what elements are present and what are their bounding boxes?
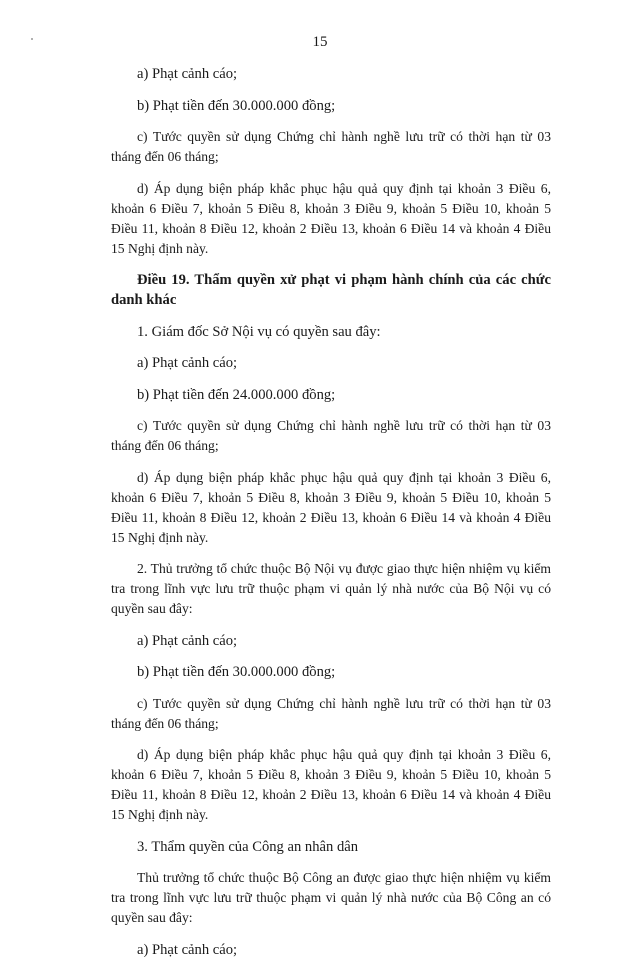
paragraph: d) Áp dụng biện pháp khắc phục hậu quả quy định tại khoản 3 Điều 6, khoản 6 Điều 7, khoản 5 Điều 8, khoản 3 Điều 9, khoản 5 Điều 10, khoản 5 Điều 11, khoản 8 Điều 12, khoản 2 Điều 13, khoản 6 Điều 14 và khoản 4 Điều 15 Nghị định này.: [111, 180, 551, 256]
paragraph: 3. Thẩm quyền của Công an nhân dân: [137, 838, 359, 855]
paragraph: d) Áp dụng biện pháp khắc phục hậu quả quy định tại khoản 3 Điều 6, khoản 6 Điều 7, khoản 5 Điều 8, khoản 3 Điều 9, khoản 5 Điều 10, khoản 5 Điều 11, khoản 8 Điều 12, khoản 2 Điều 13, khoản 6 Điều 14 và khoản 4 Điều 15 Nghị định này.: [111, 747, 551, 822]
paragraph: 2. Thủ trưởng tổ chức thuộc Bộ Nội vụ được giao thực hiện nhiệm vụ kiểm tra trong lĩnh vực lưu trữ thuộc phạm vi quản lý nhà nước của Bộ Nội vụ có quyền sau đây:: [111, 561, 551, 616]
paragraph: d) Áp dụng biện pháp khắc phục hậu quả quy định tại khoản 3 Điều 6, khoản 6 Điều 7, khoản 5 Điều 8, khoản 3 Điều 9, khoản 5 Điều 10, khoản 5 Điều 11, khoản 8 Điều 12, khoản 2 Điều 13, khoản 6 Điều 14 và khoản 4 Điều 15 Nghị định này.: [111, 469, 551, 545]
paragraph: a) Phạt cảnh cáo;: [137, 941, 238, 958]
paragraph: c) Tước quyền sử dụng Chứng chỉ hành nghề lưu trữ có thời hạn từ 03 tháng đến 06 tháng;: [111, 695, 551, 731]
paragraph: b) Phạt tiền đến 30.000.000 đồng;: [137, 664, 336, 680]
document-body: [111, 64, 551, 971]
paragraph: a) Phạt cảnh cáo;: [137, 355, 238, 371]
paragraph: Thủ trưởng tổ chức thuộc Bộ Công an được giao thực hiện nhiệm vụ kiểm tra trong lĩnh vực lưu trữ thuộc phạm vi quản lý nhà nước của Bộ Công an có quyền sau đây:: [111, 870, 551, 925]
article-heading: Điều 19. Thẩm quyền xử phạt vi phạm hành chính của các chức danh khác: [111, 272, 551, 308]
paragraph: b) Phạt tiền đến 30.000.000 đồng;: [137, 97, 336, 114]
paragraph: 1. Giám đốc Sở Nội vụ có quyền sau đây:: [137, 323, 381, 340]
paragraph: a) Phạt cảnh cáo;: [137, 66, 238, 82]
paragraph: c) Tước quyền sử dụng Chứng chỉ hành nghề lưu trữ có thời hạn từ 03 tháng đến 06 tháng;: [111, 418, 551, 453]
page-number: 15: [312, 34, 328, 50]
paragraph: c) Tước quyền sử dụng Chứng chỉ hành nghề lưu trữ có thời hạn từ 03 tháng đến 06 tháng;: [111, 129, 551, 164]
paragraph: b) Phạt tiền đến 24.000.000 đồng;: [137, 386, 336, 403]
paragraph: a) Phạt cảnh cáo;: [137, 632, 238, 649]
